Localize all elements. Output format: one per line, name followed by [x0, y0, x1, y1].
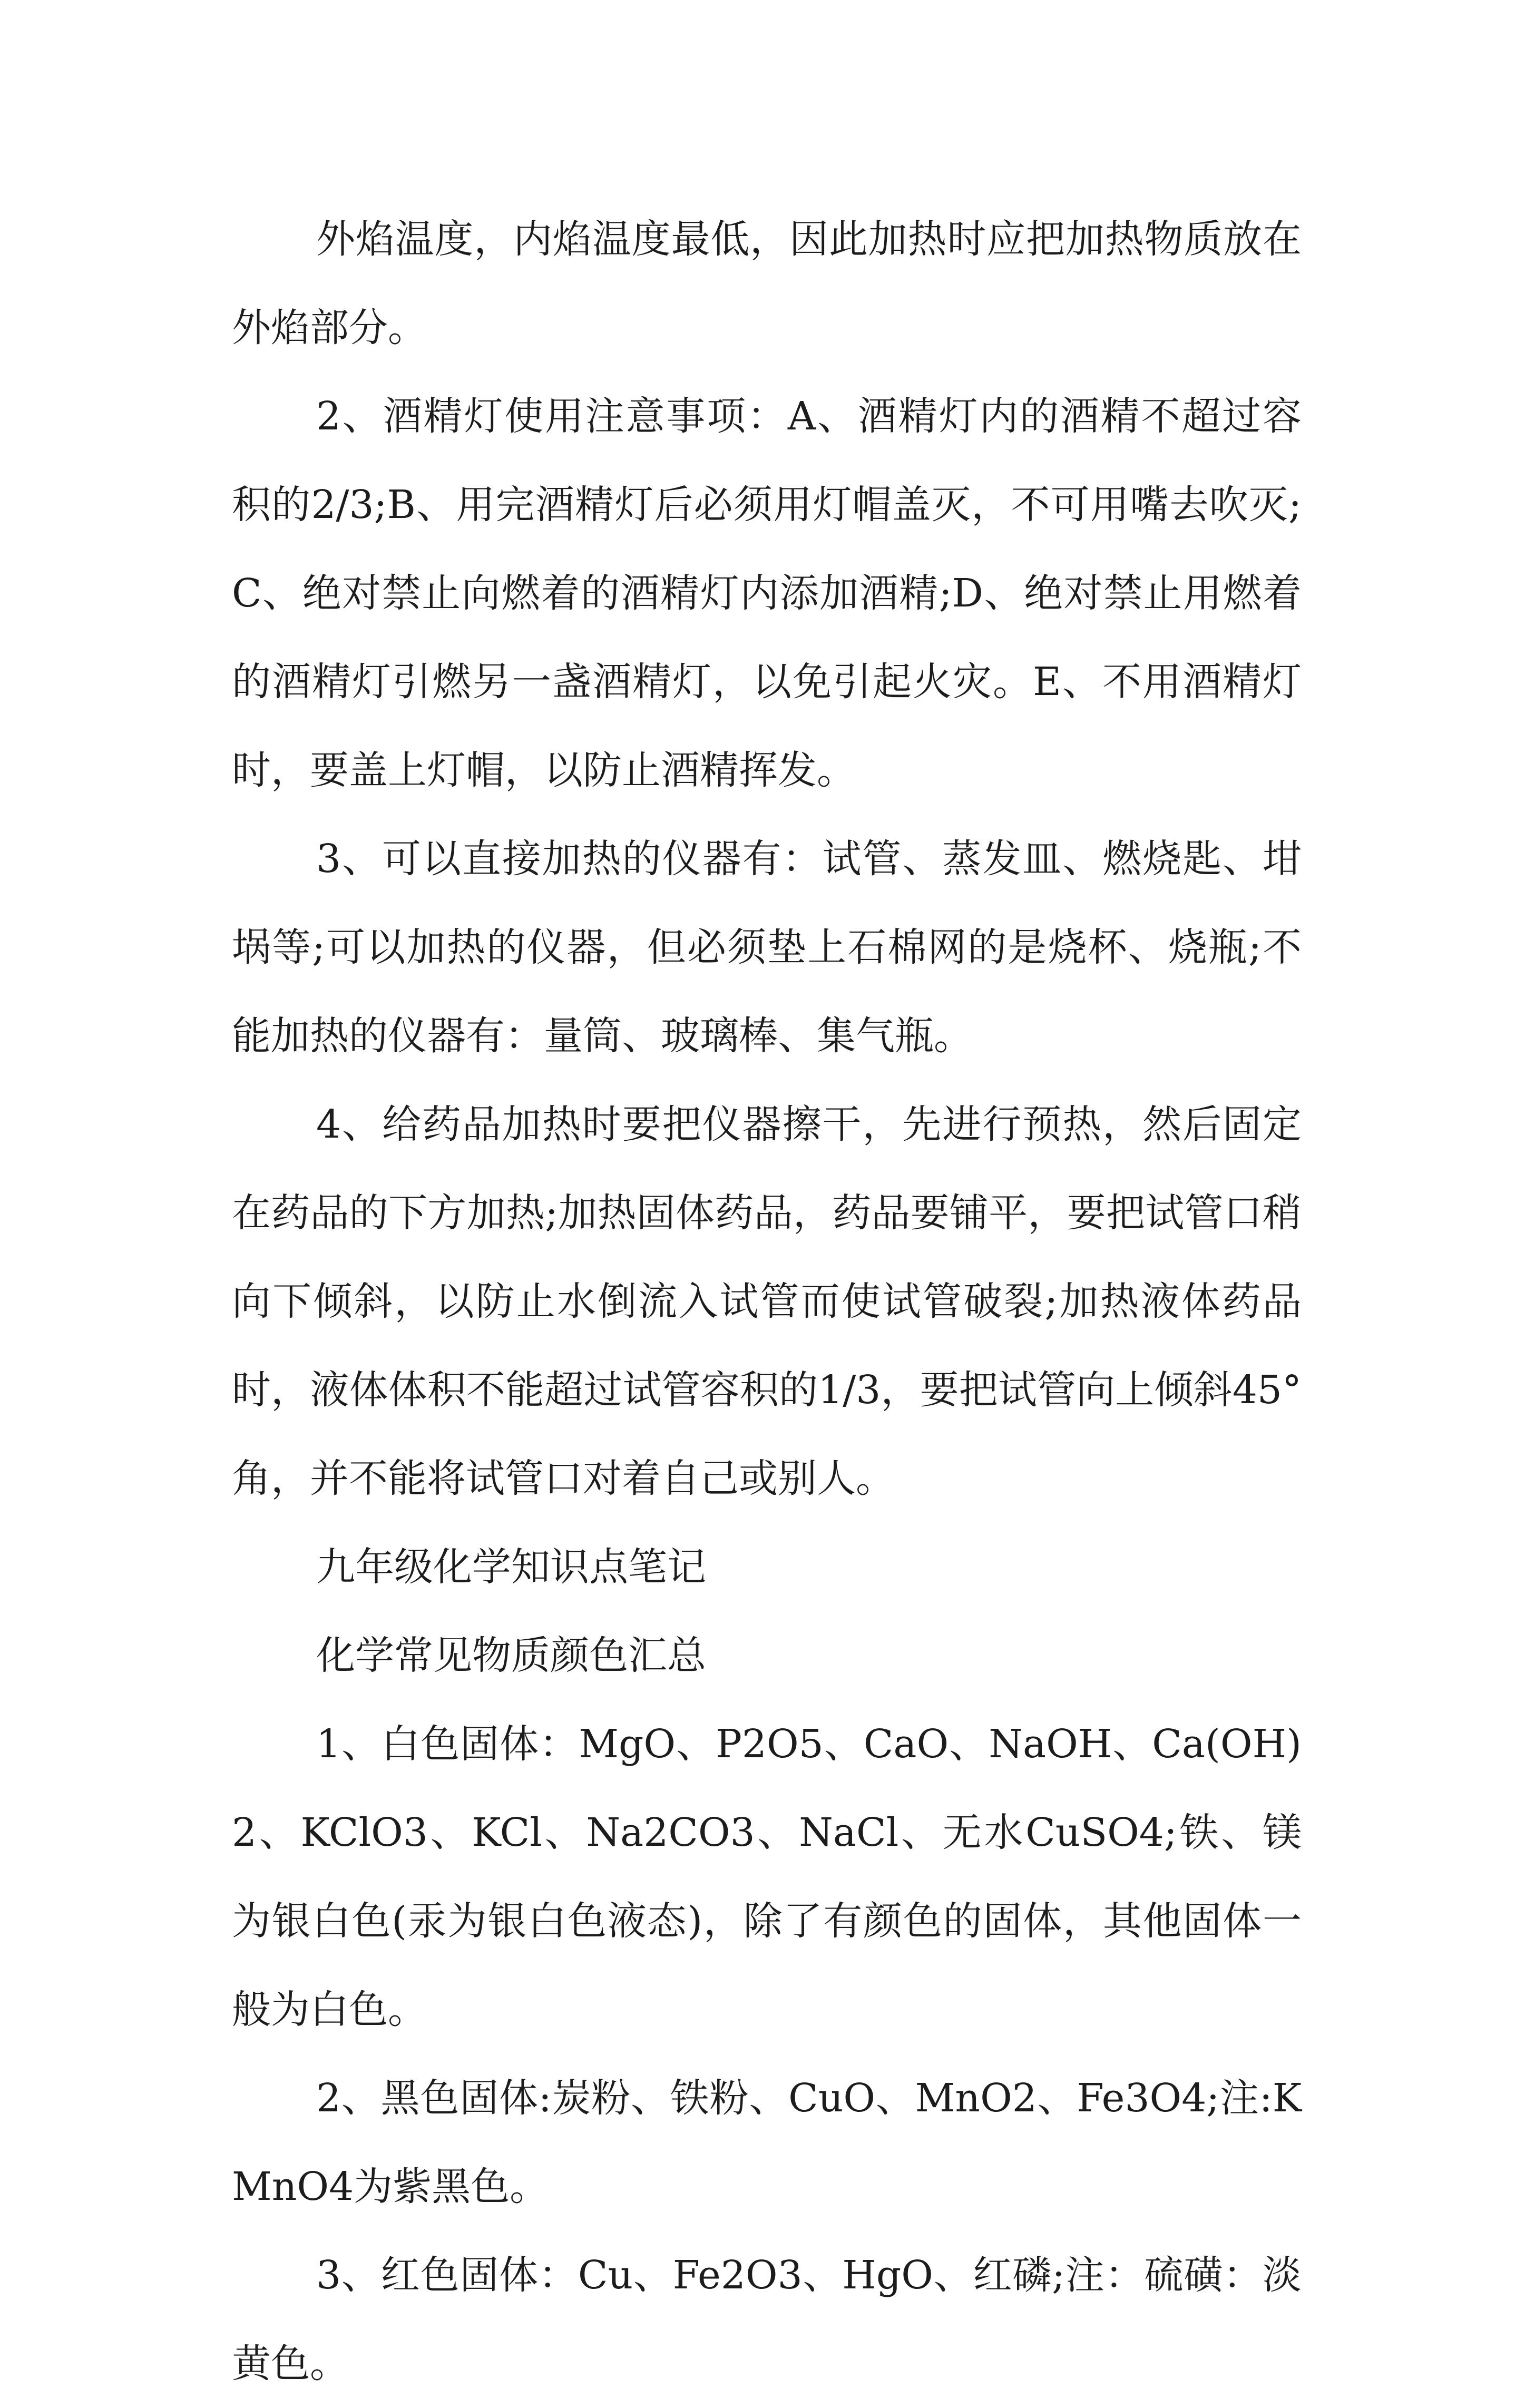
paragraph-alcohol-lamp-precautions: 2、酒精灯使用注意事项：A、酒精灯内的酒精不超过容积的2/3;B、用完酒精灯后必须用灯帽盖灭，不可用嘴去吹灭;C、绝对禁止向燃着的酒精灯内添加酒精;D、绝对禁止用燃着的酒精灯引燃另一盏酒精灯，以免引起火灾。E、不用酒精灯时，要盖上灯帽，以防止酒精挥发。 — [232, 394, 1302, 793]
document-body — [232, 195, 1302, 2408]
paragraph-heating-reagents: 4、给药品加热时要把仪器擦干，先进行预热，然后固定在药品的下方加热;加热固体药品，药品要铺平，要把试管口稍向下倾斜，以防止水倒流入试管而使试管破裂;加热液体药品时，液体体积不能超过试管容积的1/3，要把试管向上倾斜45°角，并不能将试管口对着自己或别人。 — [232, 1102, 1302, 1501]
paragraph-flame-temperature: 外焰温度，内焰温度最低，因此加热时应把加热物质放在外焰部分。 — [232, 217, 1302, 350]
section-heading-notes: 九年级化学知识点笔记 — [316, 1544, 706, 1590]
paragraph-red-solids: 3、红色固体：Cu、Fe2O3、HgO、红磷;注：硫磺：淡黄色。 — [232, 2253, 1302, 2386]
section-heading-colors: 化学常见物质颜色汇总 — [316, 1633, 706, 1678]
paragraph-heating-instruments: 3、可以直接加热的仪器有：试管、蒸发皿、燃烧匙、坩埚等;可以加热的仪器，但必须垫上石棉网的是烧杯、烧瓶;不能加热的仪器有：量筒、玻璃棒、集气瓶。 — [232, 836, 1302, 1059]
paragraph-black-solids: 2、黑色固体:炭粉、铁粉、CuO、MnO2、Fe3O4;注:KMnO4为紫黑色。 — [232, 2076, 1302, 2209]
paragraph-white-solids: 1、白色固体：MgO、P2O5、CaO、NaOH、Ca(OH)2、KClO3、KCl、Na2CO3、NaCl、无水CuSO4;铁、镁为银白色(汞为银白色液态)，除了有颜色的固体，其他固体一般为白色。 — [232, 1721, 1302, 2032]
